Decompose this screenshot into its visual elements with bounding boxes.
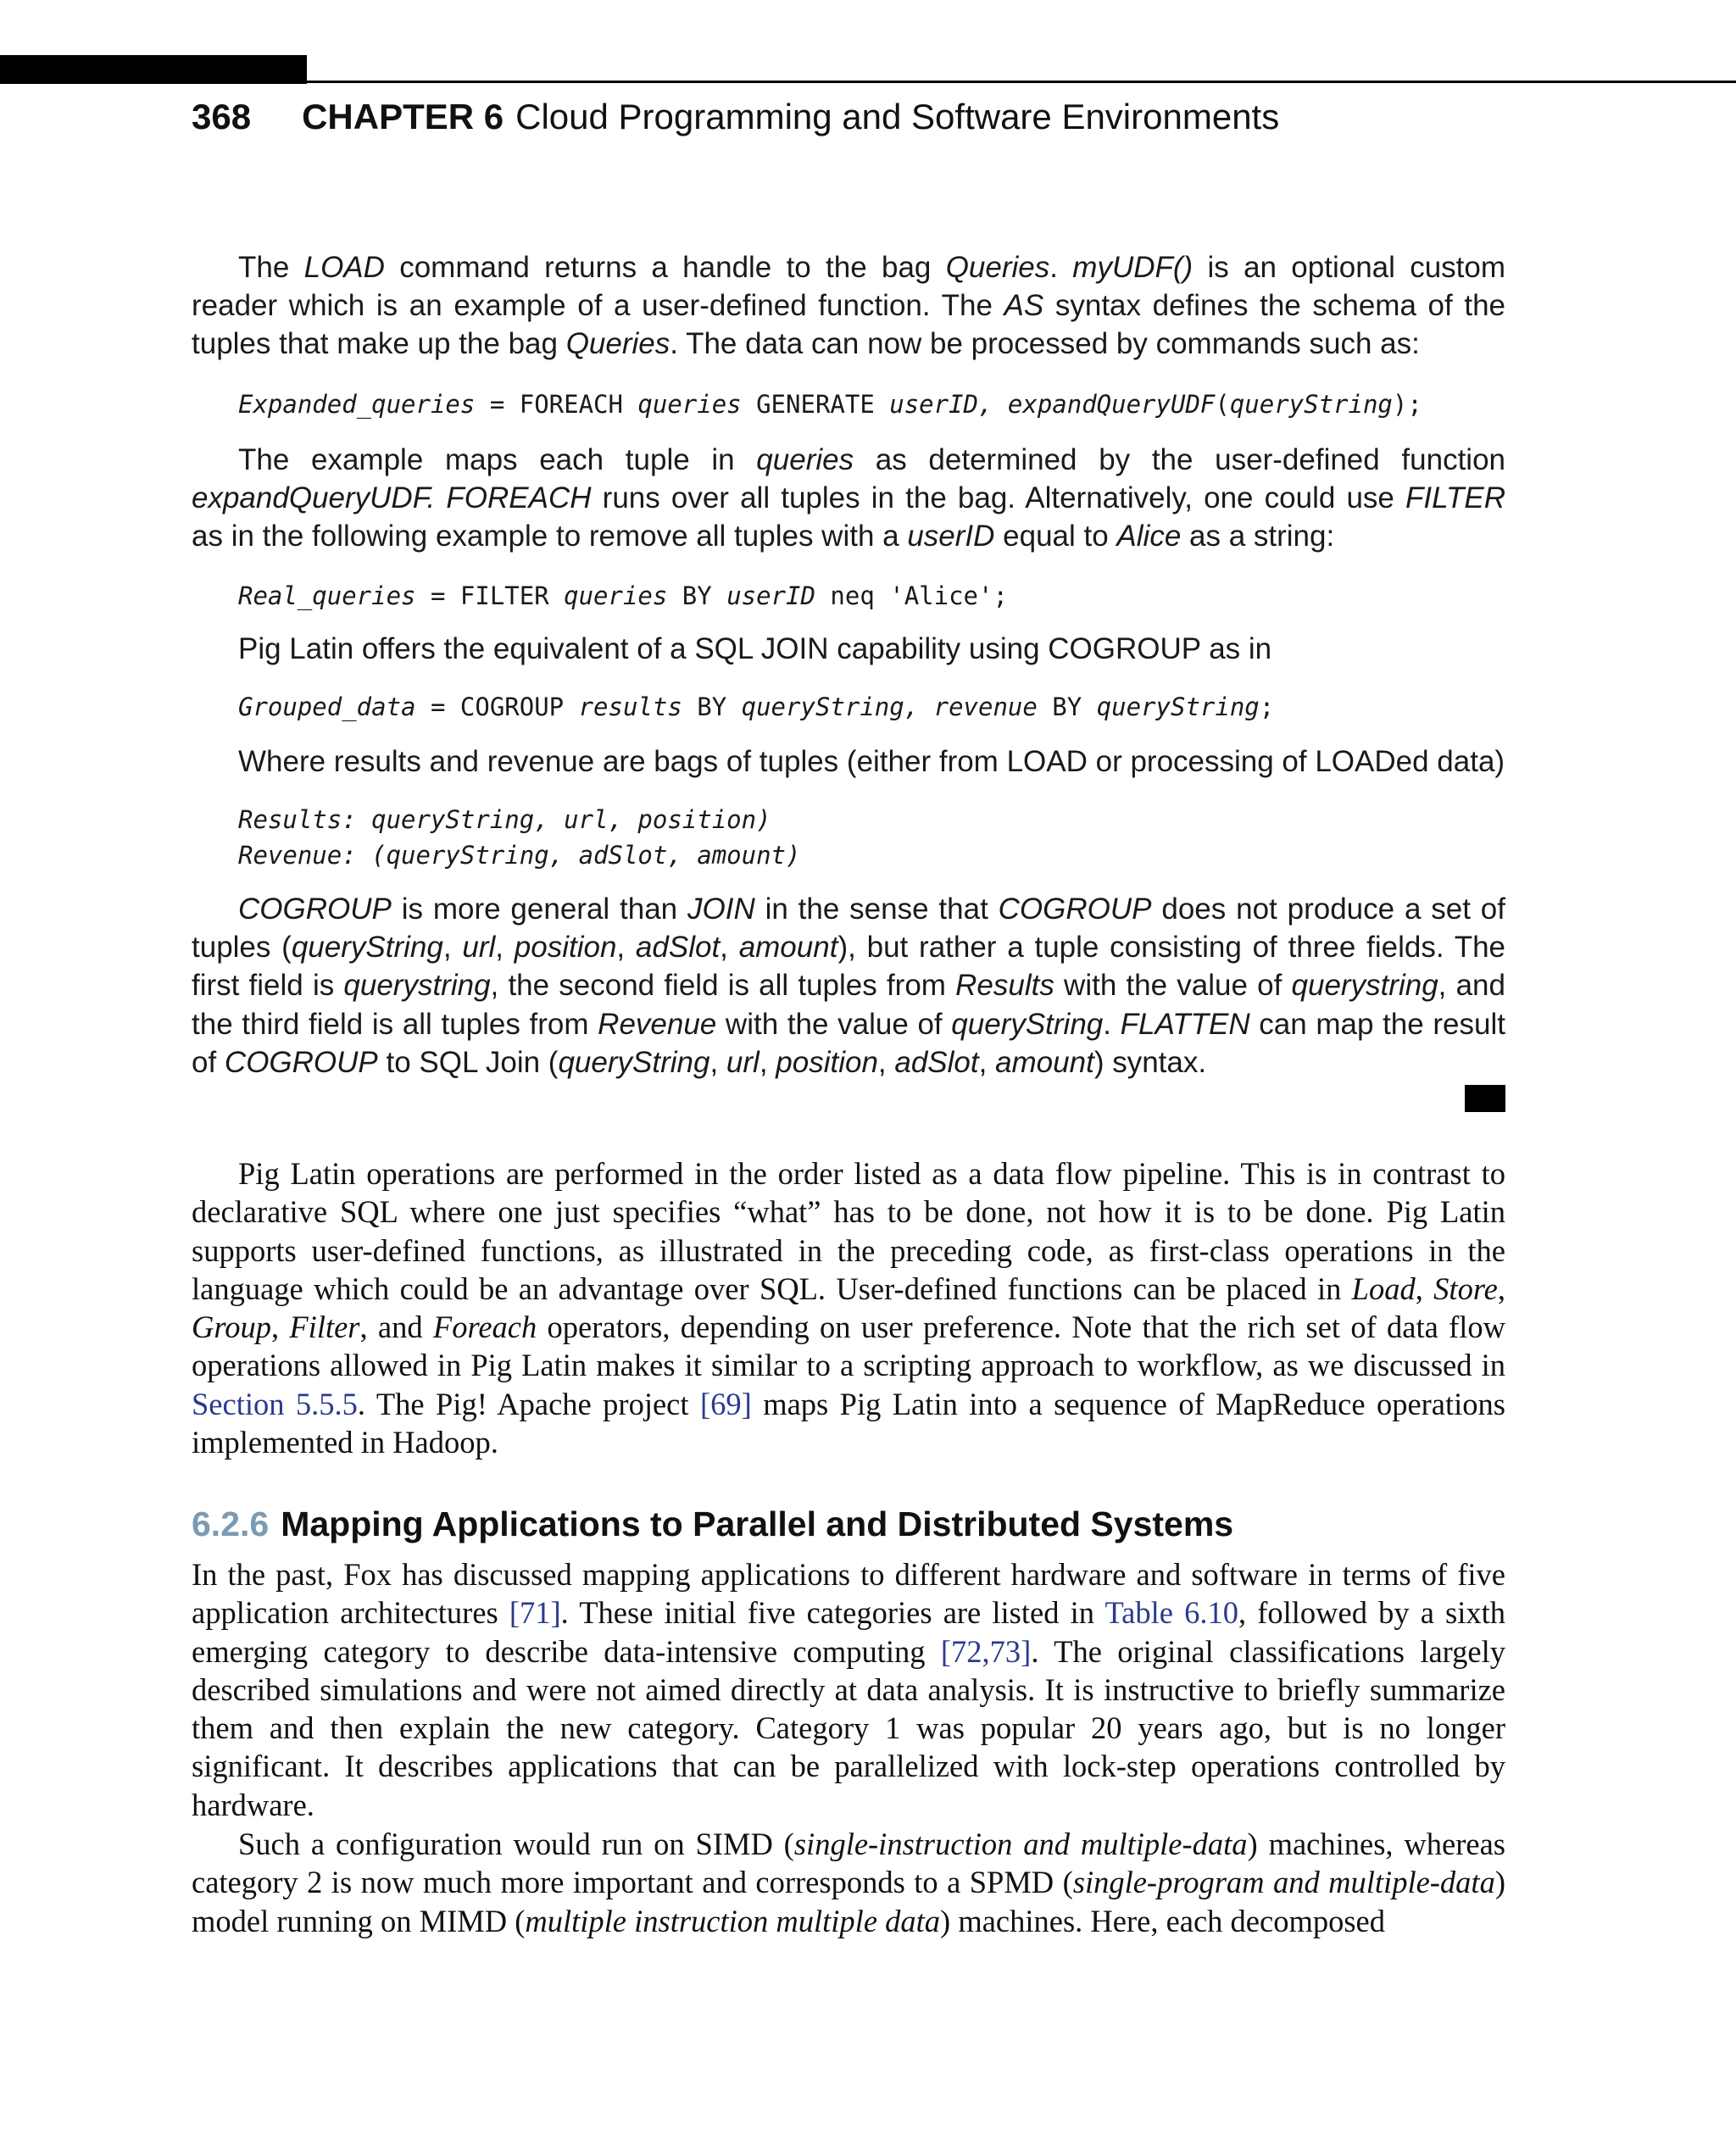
text-run: Revenue (598, 1007, 717, 1041)
text-run: The example maps each tuple in (238, 443, 757, 476)
text-run: , the second field is all tuples from (490, 969, 956, 1003)
page-number: 368 (192, 97, 252, 136)
text-run: Pig Latin offers the equivalent of a SQL JOIN capability using COGROUP as in (238, 632, 1272, 665)
text-run: Results (955, 969, 1054, 1003)
text-run: results (578, 692, 682, 721)
text-run: . The original classifications largely described simulations and were not aimed directly at data analysis. It is instructive to briefly summarize them and then explain the new category. Category 1 was popular 20 years ago, but is no longer significant. It describes applications that can be parallelized with lock-step operations controlled by hardware. (192, 1633, 1505, 1822)
body-paragraph-simd (192, 1825, 1505, 1940)
text-run: ), but rather a tuple consisting of three fields. The first field is (192, 931, 1506, 1003)
text-run: neq 'Alice'; (815, 581, 1008, 610)
text-run: , (1415, 1271, 1434, 1306)
text-run: as in the following example to remove all tuples with a (192, 520, 908, 553)
text-run: , (1497, 1271, 1505, 1306)
text-run: . The Pig! Apache project (357, 1386, 700, 1421)
text-run: FLATTEN (1120, 1007, 1250, 1041)
text-run: userID, expandQueryUDF (889, 390, 1216, 419)
example-paragraph-5 (192, 890, 1505, 1082)
example-paragraph-4 (238, 742, 1505, 781)
text-run: . (1103, 1007, 1121, 1041)
text-run: Real_queries (238, 581, 416, 610)
text-run: Alice (1116, 520, 1182, 553)
text-run: , followed by a sixth emerging category to describe data-intensive computing (192, 1595, 1506, 1669)
text-run: maps Pig Latin into a sequence of MapReduce operations implemented in Hadoop. (192, 1386, 1505, 1460)
text-run: COGROUP (238, 893, 392, 926)
text-run: runs over all tuples in the bag. Alternatively, one could use (591, 481, 1406, 515)
text-run: is an optional custom reader which is an example of a user-defined function. The (192, 251, 1505, 323)
text-run: as a string: (1181, 520, 1335, 553)
text-run: queries (756, 443, 854, 476)
text-run: queries (637, 390, 742, 419)
text-run: adSlot (894, 1045, 979, 1079)
text-run: , (616, 931, 636, 965)
text-run: , (720, 931, 739, 965)
text-run: Revenue: (queryString, adSlot, amount) (238, 841, 801, 870)
section-title: Mapping Applications to Parallel and Distributed Systems (281, 1504, 1234, 1543)
code-line-revenue (238, 837, 800, 873)
text-run: with the value of (1054, 969, 1292, 1003)
text-run: Group (192, 1310, 271, 1345)
running-head (192, 92, 1279, 142)
text-run: AS (1004, 289, 1044, 323)
text-run: queryString (1229, 390, 1393, 419)
example-end-marker (1465, 1085, 1505, 1112)
text-run: , (759, 1045, 776, 1079)
text-run: Foreach (432, 1310, 537, 1345)
text-run: , (877, 1045, 895, 1079)
text-run: in the sense that (754, 893, 999, 926)
text-run: single-program and multiple-data (1072, 1865, 1495, 1900)
text-run: userID (726, 581, 815, 610)
text-run: , and the third field is all tuples from (192, 969, 1505, 1041)
text-run: amount (995, 1045, 1094, 1079)
text-run: queryString (291, 931, 443, 965)
text-run: Queries (565, 327, 670, 361)
text-run: , (709, 1045, 726, 1079)
text-run: BY (667, 581, 727, 610)
text-run: adSlot (635, 931, 721, 965)
example-paragraph-3 (238, 630, 1505, 668)
text-run: . The data can now be processed by commands such as: (670, 327, 1420, 361)
text-run: Expanded_queries (238, 390, 476, 419)
text-run: position (514, 931, 617, 965)
text-run: operators, depending on user preference. Note that the rich set of data flow operations allowed in Pig Latin makes it similar to a scripting approach to workflow, as we discussed in (192, 1310, 1506, 1383)
text-run: position (776, 1045, 878, 1079)
example-paragraph-1 (192, 248, 1505, 364)
text-run: Store (1433, 1271, 1498, 1306)
text-run: queryString, revenue (741, 692, 1038, 721)
text-run: multiple instruction multiple data (525, 1903, 941, 1938)
text-run: to SQL Join ( (377, 1045, 559, 1079)
text-run: BY (1037, 692, 1097, 721)
text-run: = FOREACH (475, 390, 638, 419)
text-run: In the past, Fox has discussed mapping applications to different hardware and software in terms of five application architectures (192, 1557, 1505, 1631)
header-bar (0, 55, 307, 84)
text-run: , (495, 931, 515, 965)
text-run: = FILTER (415, 581, 565, 610)
text-run: single-instruction and multiple-data (793, 1827, 1248, 1861)
code-line-filter (238, 578, 1008, 614)
text-run: querystring (1291, 969, 1438, 1003)
text-run: Results: queryString, url, position) (238, 805, 771, 834)
text-run: FILTER (1405, 481, 1505, 515)
text-run: does not produce a set of tuples ( (192, 893, 1505, 965)
code-line-results (238, 802, 771, 837)
text-run: ); (1392, 390, 1422, 419)
cross-reference-link[interactable]: [69] (699, 1386, 752, 1421)
text-run: command returns a handle to the bag (384, 251, 946, 284)
text-run: url (462, 931, 496, 965)
text-run: ; (1259, 692, 1275, 721)
text-run: COGROUP (998, 893, 1152, 926)
text-run: Load (1351, 1271, 1416, 1306)
cross-reference-link[interactable]: [71] (509, 1595, 561, 1631)
text-run: with the value of (716, 1007, 952, 1041)
example-paragraph-2 (192, 441, 1505, 556)
text-run: ) machines. Here, each decomposed (940, 1903, 1386, 1938)
text-run: queryString (1096, 692, 1260, 721)
text-run: , (442, 931, 463, 965)
text-run: JOIN (687, 893, 755, 926)
text-run: is more general than (391, 893, 687, 926)
text-run: = COGROUP (415, 692, 579, 721)
text-run: , and (359, 1310, 433, 1345)
section-heading (192, 1500, 1233, 1548)
header-rule (307, 81, 1736, 83)
text-run: Such a configuration would run on SIMD ( (238, 1827, 794, 1861)
text-run: Filter (289, 1310, 360, 1345)
text-run: Grouped_data (238, 692, 416, 721)
text-run: , (270, 1310, 290, 1345)
cross-reference-link[interactable]: [72,73] (940, 1633, 1032, 1669)
text-run: ( (1215, 390, 1230, 419)
text-run: Where results and revenue are bags of tuples (either from LOAD or processing of LOADed data) (238, 745, 1505, 778)
text-run: ) machines, whereas category 2 is now much more important and corresponds to a SPMD ( (192, 1827, 1505, 1900)
text-run: url (726, 1045, 760, 1079)
text-run: BY (682, 692, 742, 721)
text-run: equal to (994, 520, 1117, 553)
text-run: ) syntax. (1093, 1045, 1207, 1079)
text-run: Pig Latin operations are performed in the order listed as a data flow pipeline. This is in contrast to declarative SQL where one just specifies “what” has to be done, not how it is to be done. Pig Latin supports user-defined functions, as illustrated in the preceding code, as first-class operations in the language which could be an advantage over SQL. User-defined functions can be placed in (192, 1156, 1505, 1306)
text-run: myUDF() (1072, 251, 1194, 284)
text-run: syntax defines the schema of the tuples that make up the bag (192, 289, 1505, 361)
text-run: amount (738, 931, 838, 965)
text-run: , (978, 1045, 996, 1079)
text-run: ) model running on MIMD ( (192, 1865, 1505, 1938)
code-line-foreach (238, 386, 1422, 422)
text-run: COGROUP (224, 1045, 378, 1079)
cross-reference-link[interactable]: Section 5.5.5 (192, 1386, 358, 1421)
text-run: queryString (558, 1045, 710, 1079)
text-run: GENERATE (741, 390, 890, 419)
text-run: userID (907, 520, 995, 553)
body-paragraph-pig-latin (192, 1154, 1505, 1461)
text-run: as determined by the user-defined function (854, 443, 1505, 476)
body-paragraph-mapping (192, 1555, 1505, 1824)
chapter-label: CHAPTER 6 (302, 97, 504, 136)
text-run: can map the result of (192, 1007, 1505, 1079)
chapter-title: Cloud Programming and Software Environments (515, 97, 1280, 136)
text-run: queryString (951, 1007, 1104, 1041)
section-number: 6.2.6 (192, 1504, 270, 1543)
text-run: Queries (945, 251, 1050, 284)
text-run: querystring (343, 969, 491, 1003)
cross-reference-link[interactable]: Table 6.10 (1104, 1595, 1238, 1631)
text-run: LOAD (303, 251, 385, 284)
text-run: expandQueryUDF. FOREACH (192, 481, 592, 515)
text-run: . (1049, 251, 1073, 284)
text-run: . These initial five categories are listed in (560, 1595, 1105, 1631)
text-run: queries (564, 581, 668, 610)
text-run: The (238, 251, 304, 284)
code-line-cogroup (238, 689, 1274, 725)
